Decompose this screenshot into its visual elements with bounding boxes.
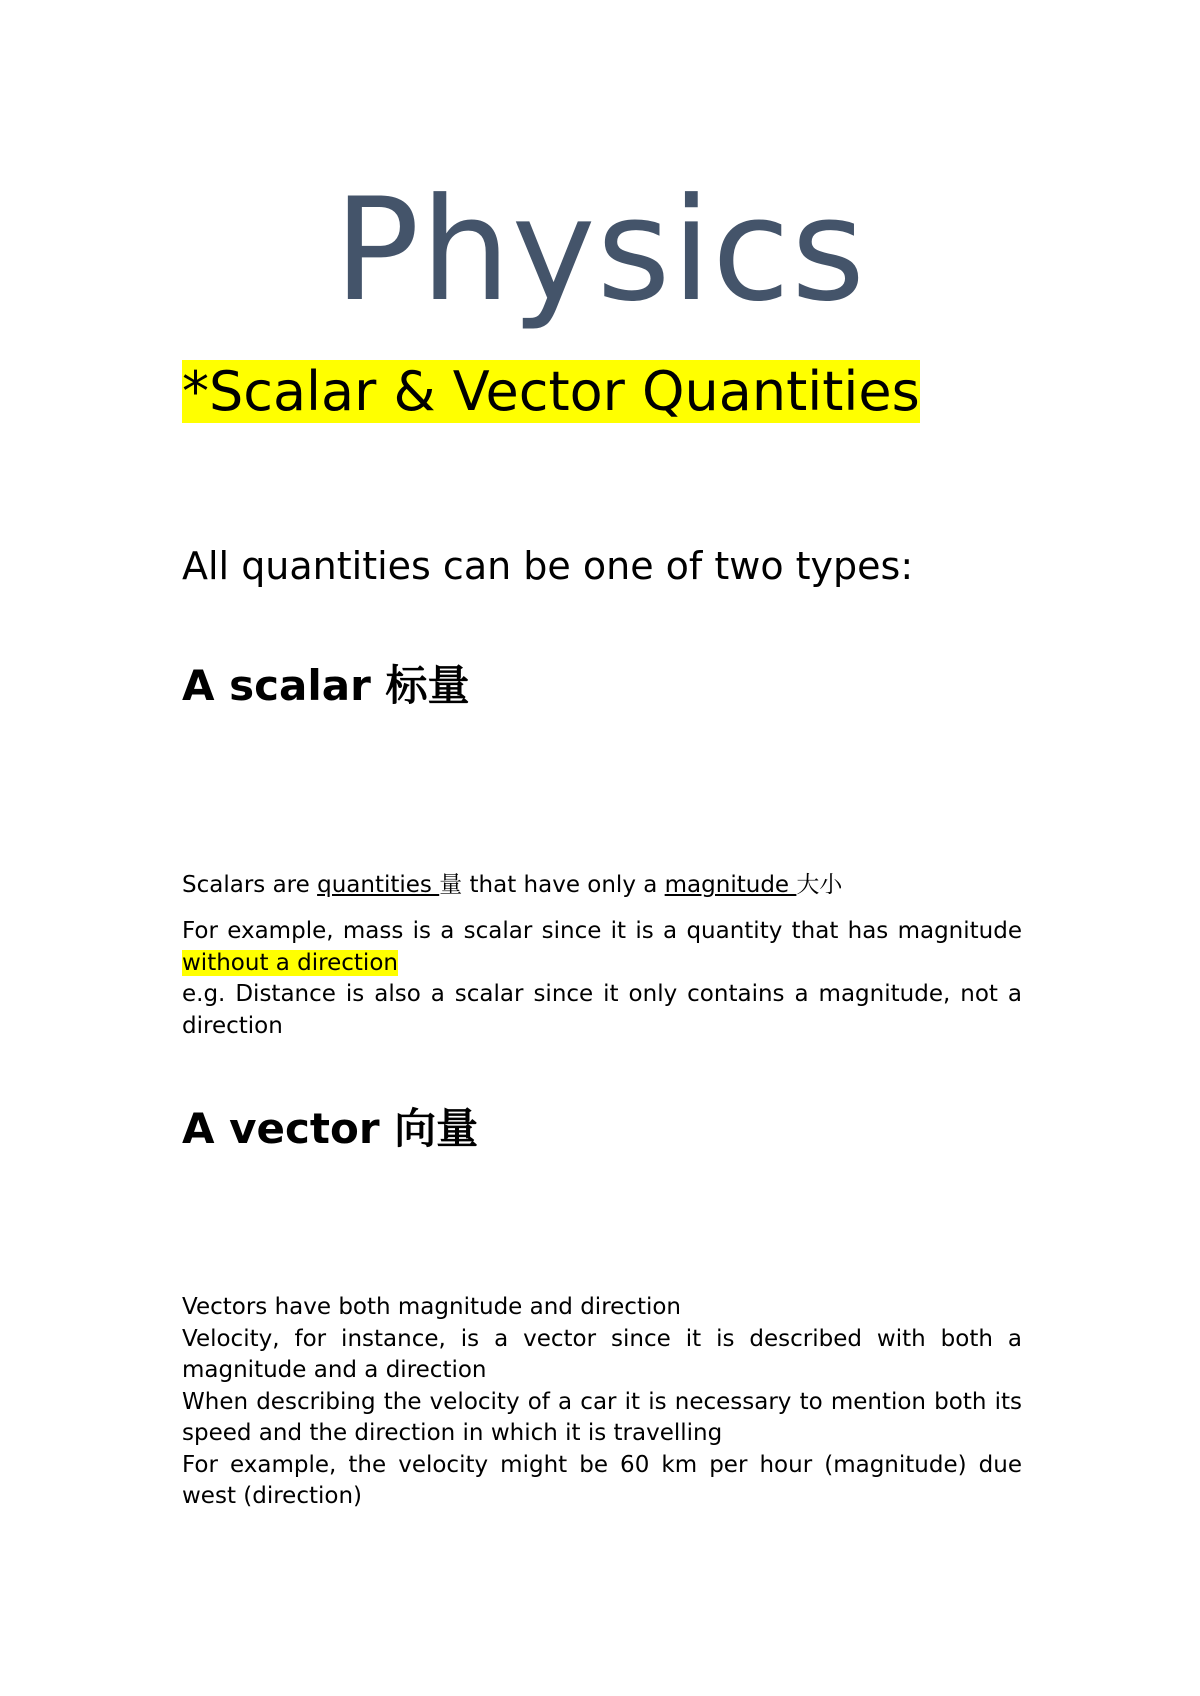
vector-paragraph	[182, 1292, 1022, 1513]
scalar-example-2: e.g. Distance is also a scalar since it only contains a magnitude, not a direction	[182, 981, 1022, 1039]
intro-text: All quantities can be one of two types:	[182, 544, 914, 588]
subtitle	[182, 358, 920, 426]
vector-heading: A vector 向量	[182, 1104, 479, 1153]
page-title: Physics	[333, 168, 867, 333]
scalar-def-cjk-magnitude: 大小	[796, 872, 843, 898]
scalar-def-middle: that have only a	[462, 872, 665, 898]
scalar-example-1-highlight: without a direction	[182, 949, 398, 976]
scalar-examples	[182, 916, 1022, 1042]
vector-line-1: Vectors have both magnitude and direction	[182, 1294, 682, 1320]
vector-line-2: Velocity, for instance, is a vector since it is described with both a magnitude and a direction	[182, 1325, 1022, 1383]
scalar-example-1	[182, 916, 1022, 979]
vector-line-3: When describing the velocity of a car it is necessary to mention both its speed and the direction in which it is travelling	[182, 1388, 1022, 1446]
scalar-def-term-quantities: quantities	[317, 872, 440, 898]
scalar-heading: A scalar 标量	[182, 661, 470, 710]
scalar-def-cjk-quantity: 量	[439, 872, 463, 898]
scalar-example-1-text: For example, mass is a scalar since it is a quantity that has magnitude	[182, 918, 1022, 944]
subtitle-highlight: *Scalar & Vector Quantities	[182, 360, 920, 423]
scalar-def-term-magnitude: magnitude	[664, 872, 797, 898]
scalar-definition	[182, 870, 1022, 902]
scalar-def-prefix: Scalars are	[182, 872, 318, 898]
vector-line-4: For example, the velocity might be 60 km per hour (magnitude) due west (direction)	[182, 1451, 1022, 1509]
